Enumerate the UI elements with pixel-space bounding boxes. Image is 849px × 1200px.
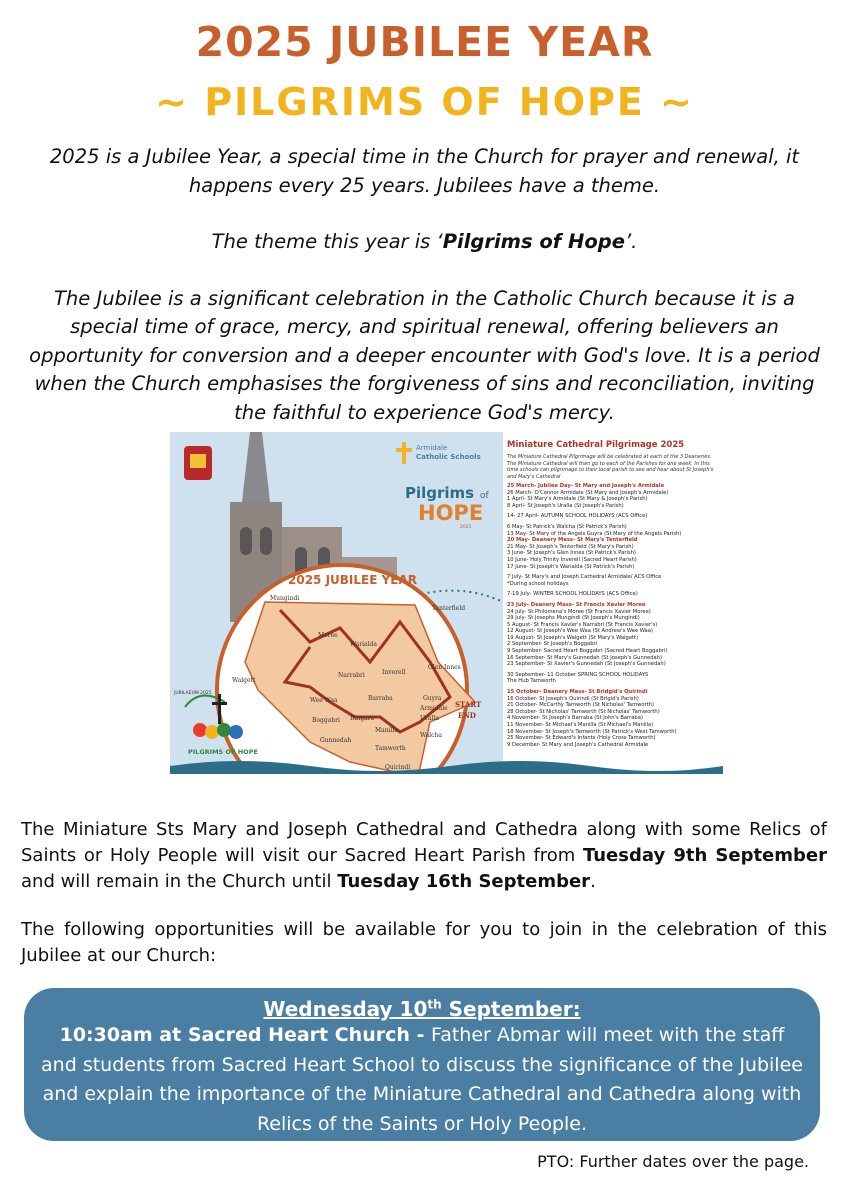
- schedule-item: 1 April- St Mary's Armidale (St Mary & Joseph's Parish): [507, 496, 648, 503]
- event-box: [24, 988, 820, 1141]
- hope-year: 2025: [460, 525, 472, 530]
- visit-end-date: Tuesday 16th September: [337, 871, 591, 892]
- schedule-item: 30 September- 11 October SPRING SCHOOL HOLIDAYS: [507, 671, 649, 678]
- schedule-item: 16 September- St Mary's Gunnedah (St Joseph's Gunnedah): [507, 654, 663, 661]
- schedule-item: 13 May- St Mary of the Angels Guyra (St Mary of the Angels Parish): [507, 530, 682, 537]
- schedule-item: 7 July- St Mary's and Joseph Cathedral Armidale/ ACS Office: [507, 574, 662, 581]
- visit-paragraph: [21, 817, 827, 895]
- pto-note: PTO: Further dates over the page.: [537, 1152, 809, 1171]
- schedule-item: 19 August- St Joseph's Walgett (St Mary's Walgett): [507, 634, 639, 641]
- schedule-item: 7-19 July- WINTER SCHOOL HOLIDAYS (ACS Office): [507, 591, 638, 598]
- intro-text: [20, 143, 829, 455]
- map-label-end: END: [458, 711, 476, 720]
- map-label-quirindi: Quirindi: [385, 764, 411, 771]
- logo-text: PILGRIMS OF HOPE: [188, 748, 258, 756]
- map-label-mungindi: Mungindi: [270, 595, 300, 602]
- schedule-item: 23 July- Deanery Mass- St Francis Xavier Moree: [507, 601, 646, 608]
- schedule-item: 26 March- O'Connor Armidale (St Mary and Joseph's Armidale): [507, 489, 669, 496]
- map-label-manilla: Manilla: [375, 727, 398, 734]
- theme-prefix: The theme this year is ‘: [211, 230, 443, 253]
- schedule-item: 8 April- St Joseph's Uralla (St Joseph's Parish): [507, 502, 624, 509]
- schedule-item: 29 July- St Josephs Mungindi (St Joseph's Mungindi): [507, 615, 640, 622]
- map-label-boggabri: Boggabri: [312, 717, 340, 724]
- school-name-line1: Armidale: [416, 444, 448, 452]
- of-word: of: [480, 491, 489, 501]
- schedule-item: 14- 27 April- AUTUMN SCHOOL HOLIDAYS (ACS Office): [507, 513, 648, 520]
- map-label-inverell: Inverell: [382, 669, 406, 676]
- page-subtitle: ~ PILGRIMS OF HOPE ~: [155, 80, 694, 124]
- map-label-narrabri: Narrabri: [338, 672, 365, 679]
- opportunities-paragraph: The following opportunities will be available for you to join in the celebration of this Jubilee at our Church:: [21, 919, 827, 966]
- schedule-item: 4 November- St Joseph's Barraba (St John's Barraba): [507, 715, 643, 722]
- map-label-uralla: Uralla: [420, 715, 439, 722]
- schedule-item: 9 September- Sacred Heart Boggabri (Sacred Heart Boggabri): [507, 648, 668, 655]
- schedule-item: 25 March- Jubilee Day- St Mary and Joseph's Armidale: [507, 483, 665, 489]
- logo-jubilee-text: JUBILAEUM 2025: [174, 691, 212, 696]
- map-label-warialda: Warialda: [350, 641, 377, 648]
- theme-suffix: ’.: [624, 230, 638, 253]
- intro-paragraph-3: The Jubilee is a significant celebration in the Catholic Church because it is a special time of grace, mercy, and spiritual renewal, offering believers an opportunity for conversion and a deeper encounter with God's love. It is a period when the Church emphasises the forgiveness of sins and reconciliation, inviting the faithful to experience God's mercy.: [29, 286, 820, 424]
- schedule-item: *During school holidays: [507, 580, 569, 587]
- schedule-item: 23 September- St Xavier's Gunnedah (St Joseph's Gunnedah): [507, 661, 666, 668]
- schedule-item: 28 October- St Nicholas' Tamworth (St Nicholas' Tamworth): [507, 708, 660, 715]
- pilgrimage-schedule: [507, 440, 721, 765]
- map-label-barraba: Barraba: [368, 695, 393, 702]
- map-label-walcha: Walcha: [420, 732, 442, 739]
- pilgrimage-poster: [170, 432, 723, 774]
- map-label-guyra: Guyra: [423, 695, 442, 702]
- schedule-item: 25 November- St Edward's Infants (Holy Cross Tamworth): [507, 735, 656, 742]
- map-label-armidale: Armidale: [420, 705, 448, 712]
- hope-word: HOPE: [418, 501, 484, 525]
- school-name-line2: Catholic Schools: [416, 453, 481, 461]
- diocese-crest-icon: [184, 446, 212, 480]
- schedule-item: 17 June- St Joseph's Warialda (St Patrick's Parish): [507, 563, 635, 570]
- map-label-wee-waa: Wee Waa: [310, 697, 338, 704]
- map-label-moree: Moree: [318, 632, 338, 639]
- intro-paragraph-1: 2025 is a Jubilee Year, a special time in the Church for prayer and renewal, it happens every 25 years. Jubilees have a theme.: [49, 145, 800, 197]
- schedule-list: [507, 483, 721, 748]
- map-label-tamworth: Tamworth: [375, 745, 406, 752]
- schedule-item: 3 June- St Joseph's Glen Innes (St Patrick's Parish): [507, 550, 636, 557]
- event-date: [24, 997, 820, 1021]
- schedule-title: Miniature Cathedral Pilgrimage 2025: [507, 440, 685, 450]
- schedule-item: 21 May- St Joseph's Tenterfield (St Mary's Parish): [507, 543, 634, 550]
- schedule-item: 10 June- Holy Trinity Inverell (Sacred Heart Parish): [507, 556, 637, 563]
- poster-wave-border: [170, 756, 723, 774]
- event-date-suffix: th: [427, 997, 442, 1012]
- page-title: 2025 JUBILEE YEAR: [195, 18, 654, 66]
- schedule-item: 5 August- St Francis Xavier's Narrabri (St Francis Xavier's): [507, 621, 658, 628]
- schedule-item: 16 October- St Joseph's Quirindi (St Brigid's Parish): [507, 695, 639, 702]
- cathedral-map-illustration: [170, 432, 503, 774]
- schedule-item: 11 November- St Michael's Manilla (St Michael's Manilla): [507, 722, 654, 728]
- event-date-day: Wednesday 10: [263, 997, 428, 1021]
- pilgrims-word: Pilgrims: [405, 484, 475, 502]
- visit-text-c: and will remain in the Church until: [21, 871, 338, 892]
- map-label-start: START: [455, 700, 482, 709]
- event-description: [24, 1021, 820, 1139]
- schedule-item: The Hub Tamworth: [507, 678, 556, 685]
- map-label-bingara: Bingara: [350, 715, 375, 722]
- intro-paragraph-2: [20, 228, 829, 257]
- schedule-item: 9 December- St Mary and Joseph's Cathedral Armidale: [507, 741, 649, 748]
- schedule-intro: The Miniature Cathedral Pilgrimage will be celebrated at each of the 3 Deaneries. The Miniature Cathedral will then go to each of the Parishes for one week. In this time schools can pilgrimage to their local parish to see and hear about St Joseph's and Mary's Cathedral: [507, 454, 714, 480]
- poster-artwork: [170, 432, 503, 774]
- schedule-item: 2 September- St Joseph's Boggabri: [507, 641, 598, 648]
- schedule-item: 15 October- Deanery Mass- St Bridgid's Quirindi: [507, 689, 648, 696]
- schedule-item: 18 November- St Joseph's Tamworth (St Patrick's West Tamworth): [507, 728, 677, 735]
- visit-details: [21, 817, 827, 991]
- map-label-walgett: Walgett: [232, 677, 256, 684]
- event-details: Father Abmar will meet with the staff and students from Sacred Heart School to discuss the significance of the Jubilee and explain the importance of the Miniature Cathedral and Cathedra along with Relics of the Saints or Holy People.: [41, 1024, 803, 1135]
- map-label-glen-innes: Glen Innes: [428, 664, 461, 671]
- visit-start-date: Tuesday 9th September: [582, 845, 827, 866]
- visit-text-e: .: [590, 871, 596, 892]
- map-title: 2025 JUBILEE YEAR: [288, 573, 418, 587]
- theme-name: Pilgrims of Hope: [442, 230, 625, 253]
- event-date-month: September:: [441, 997, 581, 1021]
- schedule-item: 6 May- St Patrick's Walcha (St Patrick's Parish): [507, 523, 627, 530]
- visit-text-a: The Miniature Sts Mary and Joseph Cathedral and Cathedra along with some Relics of Saints or Holy People will visit our Sacred Heart Parish from: [21, 819, 827, 866]
- map-label-tenterfield: Tenterfield: [432, 605, 466, 612]
- schedule-item: 24 July- St Philomena's Moree (St Francis Xavier Moree): [507, 608, 651, 615]
- schedule-item: 20 May- Deanery Mass- St Mary's Tenterfield: [507, 537, 638, 544]
- event-time-place: 10:30am at Sacred Heart Church -: [59, 1024, 432, 1046]
- schedule-item: 21 October- McCarthy Tamworth (St Nicholas' Tamworth): [507, 702, 655, 709]
- map-label-gunnedah: Gunnedah: [320, 737, 352, 744]
- schedule-item: 12 August- St Joseph's Wee Waa (St Andrew's Wee Waa): [507, 628, 653, 635]
